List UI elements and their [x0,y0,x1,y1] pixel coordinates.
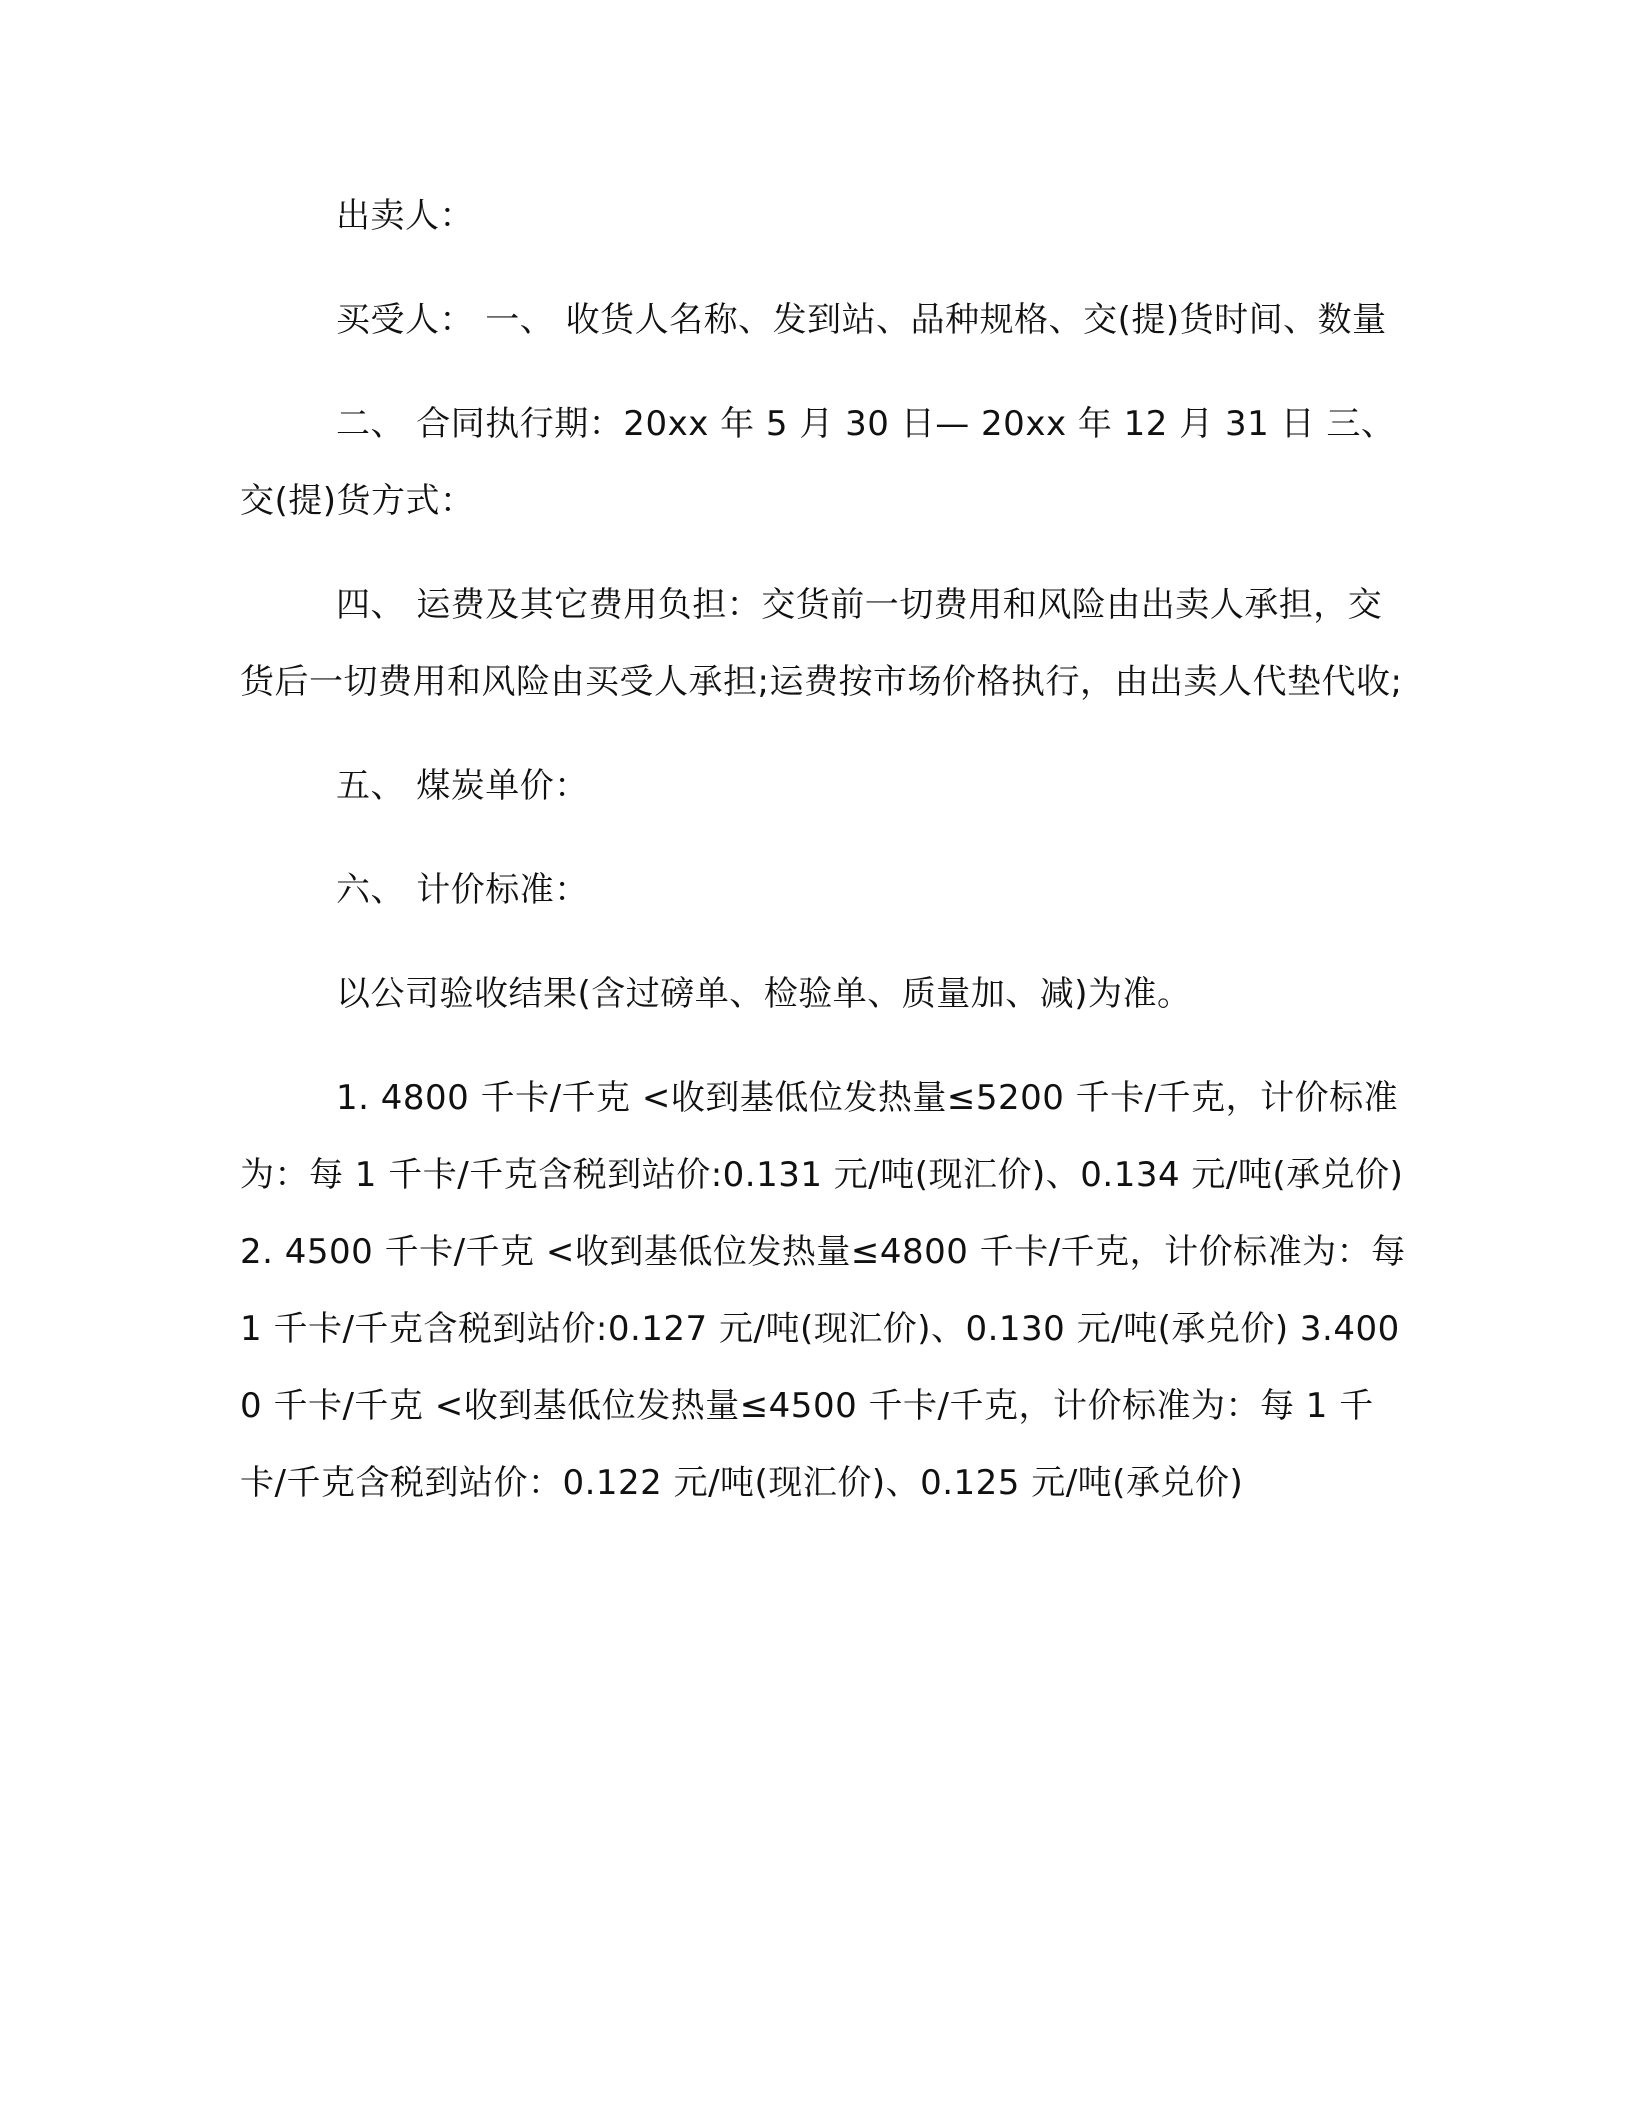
paragraph-acceptance-basis: 以公司验收结果(含过磅单、检验单、质量加、减)为准。 [336,974,1192,1014]
paragraph-section-4: 四、 运费及其它费用负担：交货前一切费用和风险由出卖人承担，交货后一切费用和风险由买受人承担;运费按市场价格执行，由出卖人代垫代收; [240,585,1403,702]
paragraph-pricing-standards: 1. 4800 千卡/千克 <收到基低位发热量≤5200 千卡/千克，计价标准为：每 1 千卡/千克含税到站价:0.131 元/吨(现汇价)、0.134 元/吨(承兑价) 2. 4500 千卡/千克 <收到基低位发热量≤4800 千卡/千克，计价标准为：每 1 千卡/千克含税到站价:0.127 元/吨(现汇价)、0.130 元/吨(承兑价) 3.4000 千卡/千克 <收到基低位发热量≤4500 千卡/千克，计价标准为：每 1 千卡/千克含税到站价：0.122 元/吨(现汇价)、0.125 元/吨(承兑价) [240,1078,1406,1503]
paragraph-section-5: 五、 煤炭单价： [336,766,589,806]
paragraph-seller: 出卖人： [336,196,474,236]
document-body [240,178,1412,1549]
paragraph-buyer-section-1: 买受人： 一、 收货人名称、发到站、品种规格、交(提)货时间、数量 [336,300,1387,340]
paragraph-section-6: 六、 计价标准： [336,870,589,910]
paragraph-section-2-3: 二、 合同执行期：20xx 年 5 月 30 日— 20xx 年 12 月 31 日 三、交(提)货方式： [240,404,1396,521]
